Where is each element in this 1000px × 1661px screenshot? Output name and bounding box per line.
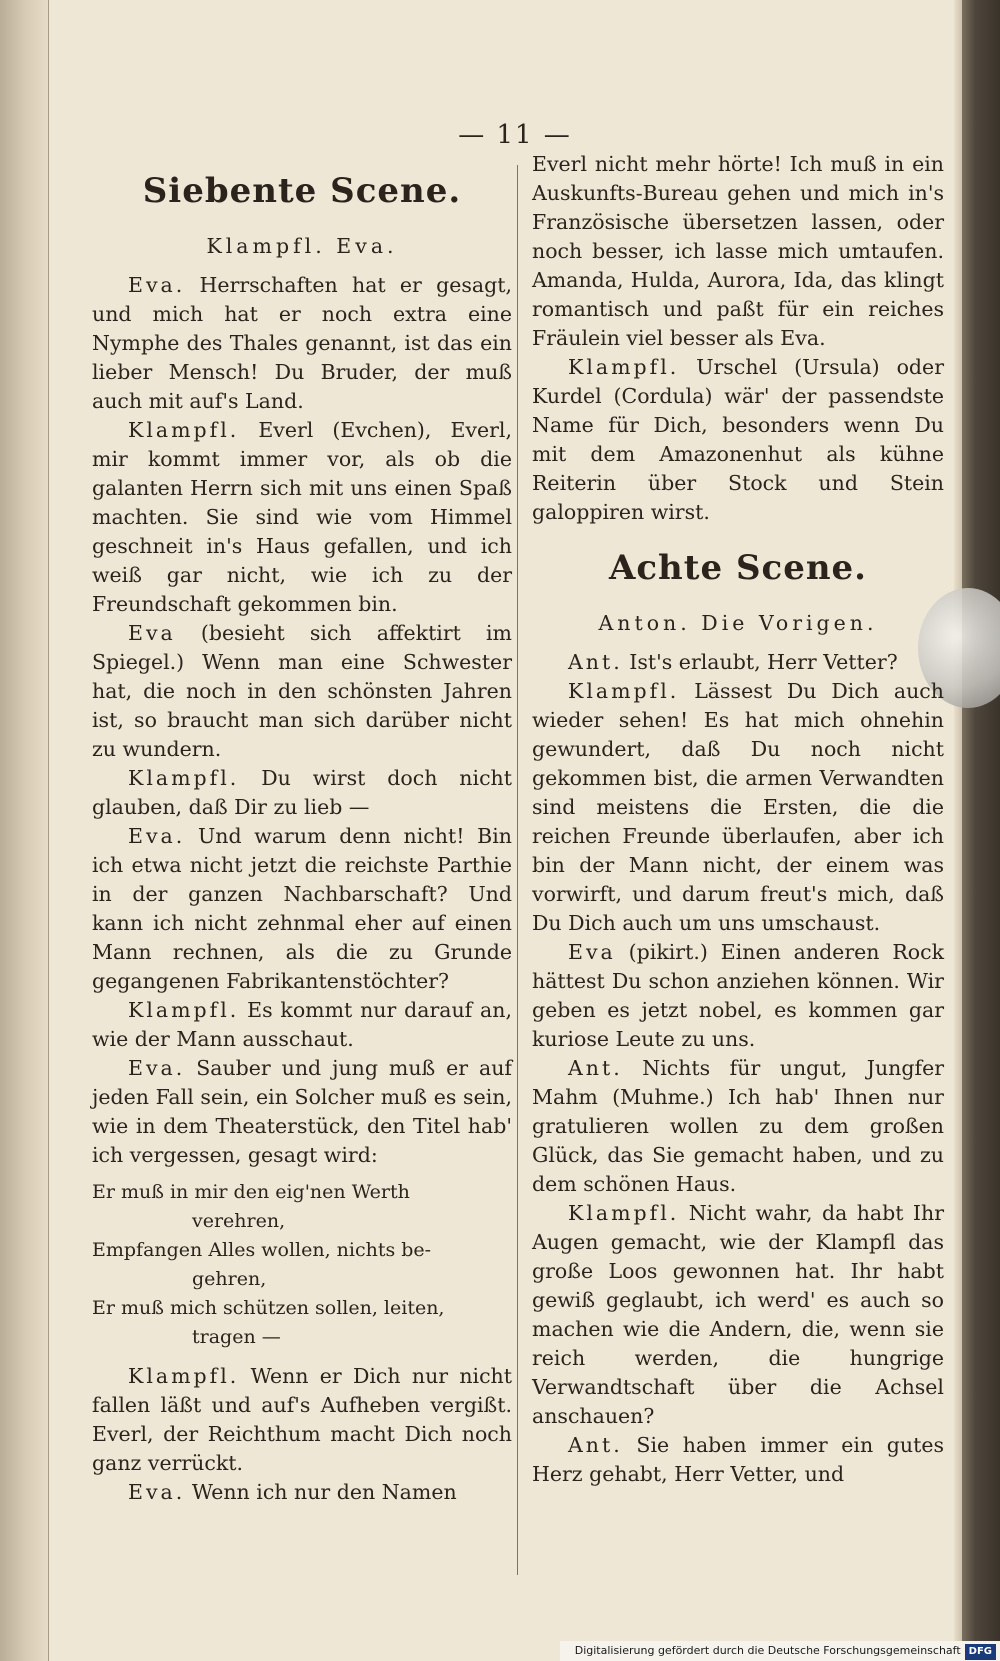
dialogue-text: Nichts für ungut, Jungfer Mahm (Muhme.) Ich hab' Ihnen nur gratulieren wollen zu dem großen Glück, das Sie gemacht haben, und zu dem schönen Haus. [532,1056,944,1196]
dialogue-paragraph [532,1431,944,1489]
dialogue-text: (pikirt.) Einen anderen Rock hättest Du schon anziehen können. Wir geben es jetzt nobel, es kommen gar kuriose Leute zu uns. [532,940,944,1051]
dialogue-paragraph [92,764,512,822]
dialogue-paragraph [532,1199,944,1431]
right-column [532,150,944,1489]
dialogue-paragraph [532,677,944,938]
verse-continuation: tragen — [192,1326,281,1348]
dialogue-paragraph [92,1362,512,1478]
speaker-name: Eva [128,621,176,645]
previous-page-edge [0,0,49,1661]
dialogue-paragraph [92,996,512,1054]
dialogue-text: (besieht sich affektirt im Spiegel.) Wenn man eine Schwester hat, die noch in den schönsten Jahren ist, so braucht man sich darüber nicht zu wundern. [92,621,512,761]
dialogue-text: Sauber und jung muß er auf jeden Fall sein, ein Solcher muß es sein, wie in dem Theaterstück, den Titel hab' ich vergessen, gesagt wird: [92,1056,512,1167]
speaker-name: Eva. [128,824,186,848]
left-column [92,150,512,1507]
cast-list: Klampfl. Eva. [206,234,398,258]
dialogue-paragraph [532,938,944,1054]
dialogue-text: Und warum denn nicht! Bin ich etwa nicht jetzt die reichste Parthie in der ganzen Nachbarschaft? Und kann ich nicht zehnmal eher auf einen Mann rechnen, als die zu Grunde gegangenen Fabrikantenstöchter? [92,824,512,993]
verse-continuation: gehren, [192,1268,267,1290]
dialogue-paragraph [92,619,512,764]
scene-title-seven: Siebente Scene. [142,171,462,211]
dialogue-paragraph [92,822,512,996]
speaker-name: Klampfl. [128,766,240,790]
speaker-name: Klampfl. [568,679,680,703]
dialogue-paragraph [532,353,944,527]
dialogue-text: Es kommt nur darauf an, wie der Mann ausschaut. [92,998,512,1051]
verse-line: Empfangen Alles wollen, nichts be- [92,1239,432,1261]
speaker-name: Eva. [128,1056,186,1080]
dialogue-paragraph [92,271,512,416]
binding-shadow [962,0,1000,1661]
speaker-name: Klampfl. [568,355,680,379]
dialogue-text: Herrschaften hat er gesagt, und mich hat er noch extra eine Nymphe des Thales genannt, ist das ein lieber Mensch! Du Bruder, der muß auch mit auf's Land. [92,273,512,413]
dialogue-paragraph [92,1054,512,1170]
scene-title-eight: Achte Scene. [608,548,868,588]
speaker-name: Klampfl. [568,1201,680,1225]
speaker-name: Klampfl. [128,418,240,442]
speaker-name: Eva. [128,273,186,297]
dialogue-continuation: Everl nicht mehr hörte! Ich muß in ein Auskunfts-Bureau gehen und mich in's Französische übersetzen lassen, oder noch besser, ich lasse mich umtaufen. Amanda, Hulda, Aurora, Ida, das klingt romantisch und paßt für ein reiches Fräulein viel besser als Eva. [532,152,944,350]
speaker-name: Eva [568,940,616,964]
dialogue-text: Du wirst doch nicht glauben, daß Dir zu lieb — [92,766,512,819]
speaker-name: Ant. [568,1433,623,1457]
dialogue-text: Urschel (Ursula) oder Kurdel (Cordula) wär' der passendste Name für Dich, besonders wenn Du mit dem Amazonenhut als kühne Reiterin über Stock und Stein galoppiren wirst. [532,355,944,524]
column-divider [517,165,518,1575]
speaker-name: Ant. [568,650,623,674]
cast-list: Anton. Die Vorigen. [598,611,878,635]
page-number: — 11 — [458,120,572,150]
dialogue-text: Wenn ich nur den Namen [185,1480,457,1504]
dialogue-text: Ist's erlaubt, Herr Vetter? [622,650,898,674]
footer-text: Digitalisierung gefördert durch die Deutsche Forschungsgemeinschaft [574,1644,961,1657]
dialogue-text: Sie haben immer ein gutes Herz gehabt, Herr Vetter, und [532,1433,944,1486]
dialogue-text: Wenn er Dich nur nicht fallen läßt und auf's Aufheben vergißt. Everl, der Reichthum macht Dich noch ganz verrückt. [92,1364,512,1475]
dialogue-paragraph [92,416,512,619]
speaker-name: Ant. [568,1056,623,1080]
dialogue-text: Lässest Du Dich auch wieder sehen! Es hat mich ohnehin gewundert, daß Du noch nicht gekommen bist, die armen Verwandten sind meistens die Ersten, die die reichen Freunde überlaufen, aber ich bin der Mann nicht, der einem was vorwirft, und darum freut's mich, daß Du Dich auch um uns umschaust. [532,679,944,935]
speaker-name: Klampfl. [128,998,240,1022]
dfg-logo: DFG [965,1644,996,1660]
dialogue-paragraph [532,1054,944,1199]
digitization-footer [560,1641,1000,1661]
verse-line: Er muß mich schützen sollen, leiten, [92,1297,445,1319]
speaker-name: Eva. [128,1480,186,1504]
dialogue-text: Nicht wahr, da habt Ihr Augen gemacht, wie der Klampfl das große Loos gewonnen hat. Ihr habt gewiß geglaubt, ich werd' es auch so machen wie die Andern, die, wenn sie reich werden, die hungrige Verwandtschaft über die Achsel anschauen? [532,1201,944,1428]
dialogue-paragraph [92,1478,512,1507]
verse-quote [92,1178,512,1352]
verse-line: Er muß in mir den eig'nen Werth [92,1181,410,1203]
dialogue-text: Everl (Evchen), Everl, mir kommt immer vor, als ob die galanten Herrn sich mit uns einen Spaß machten. Sie sind wie vom Himmel geschneit in's Haus gefallen, und ich weiß gar nicht, wie ich zu der Freundschaft gekommen bin. [92,418,512,616]
dialogue-paragraph [532,648,944,677]
verse-continuation: verehren, [192,1210,286,1232]
speaker-name: Klampfl. [128,1364,240,1388]
